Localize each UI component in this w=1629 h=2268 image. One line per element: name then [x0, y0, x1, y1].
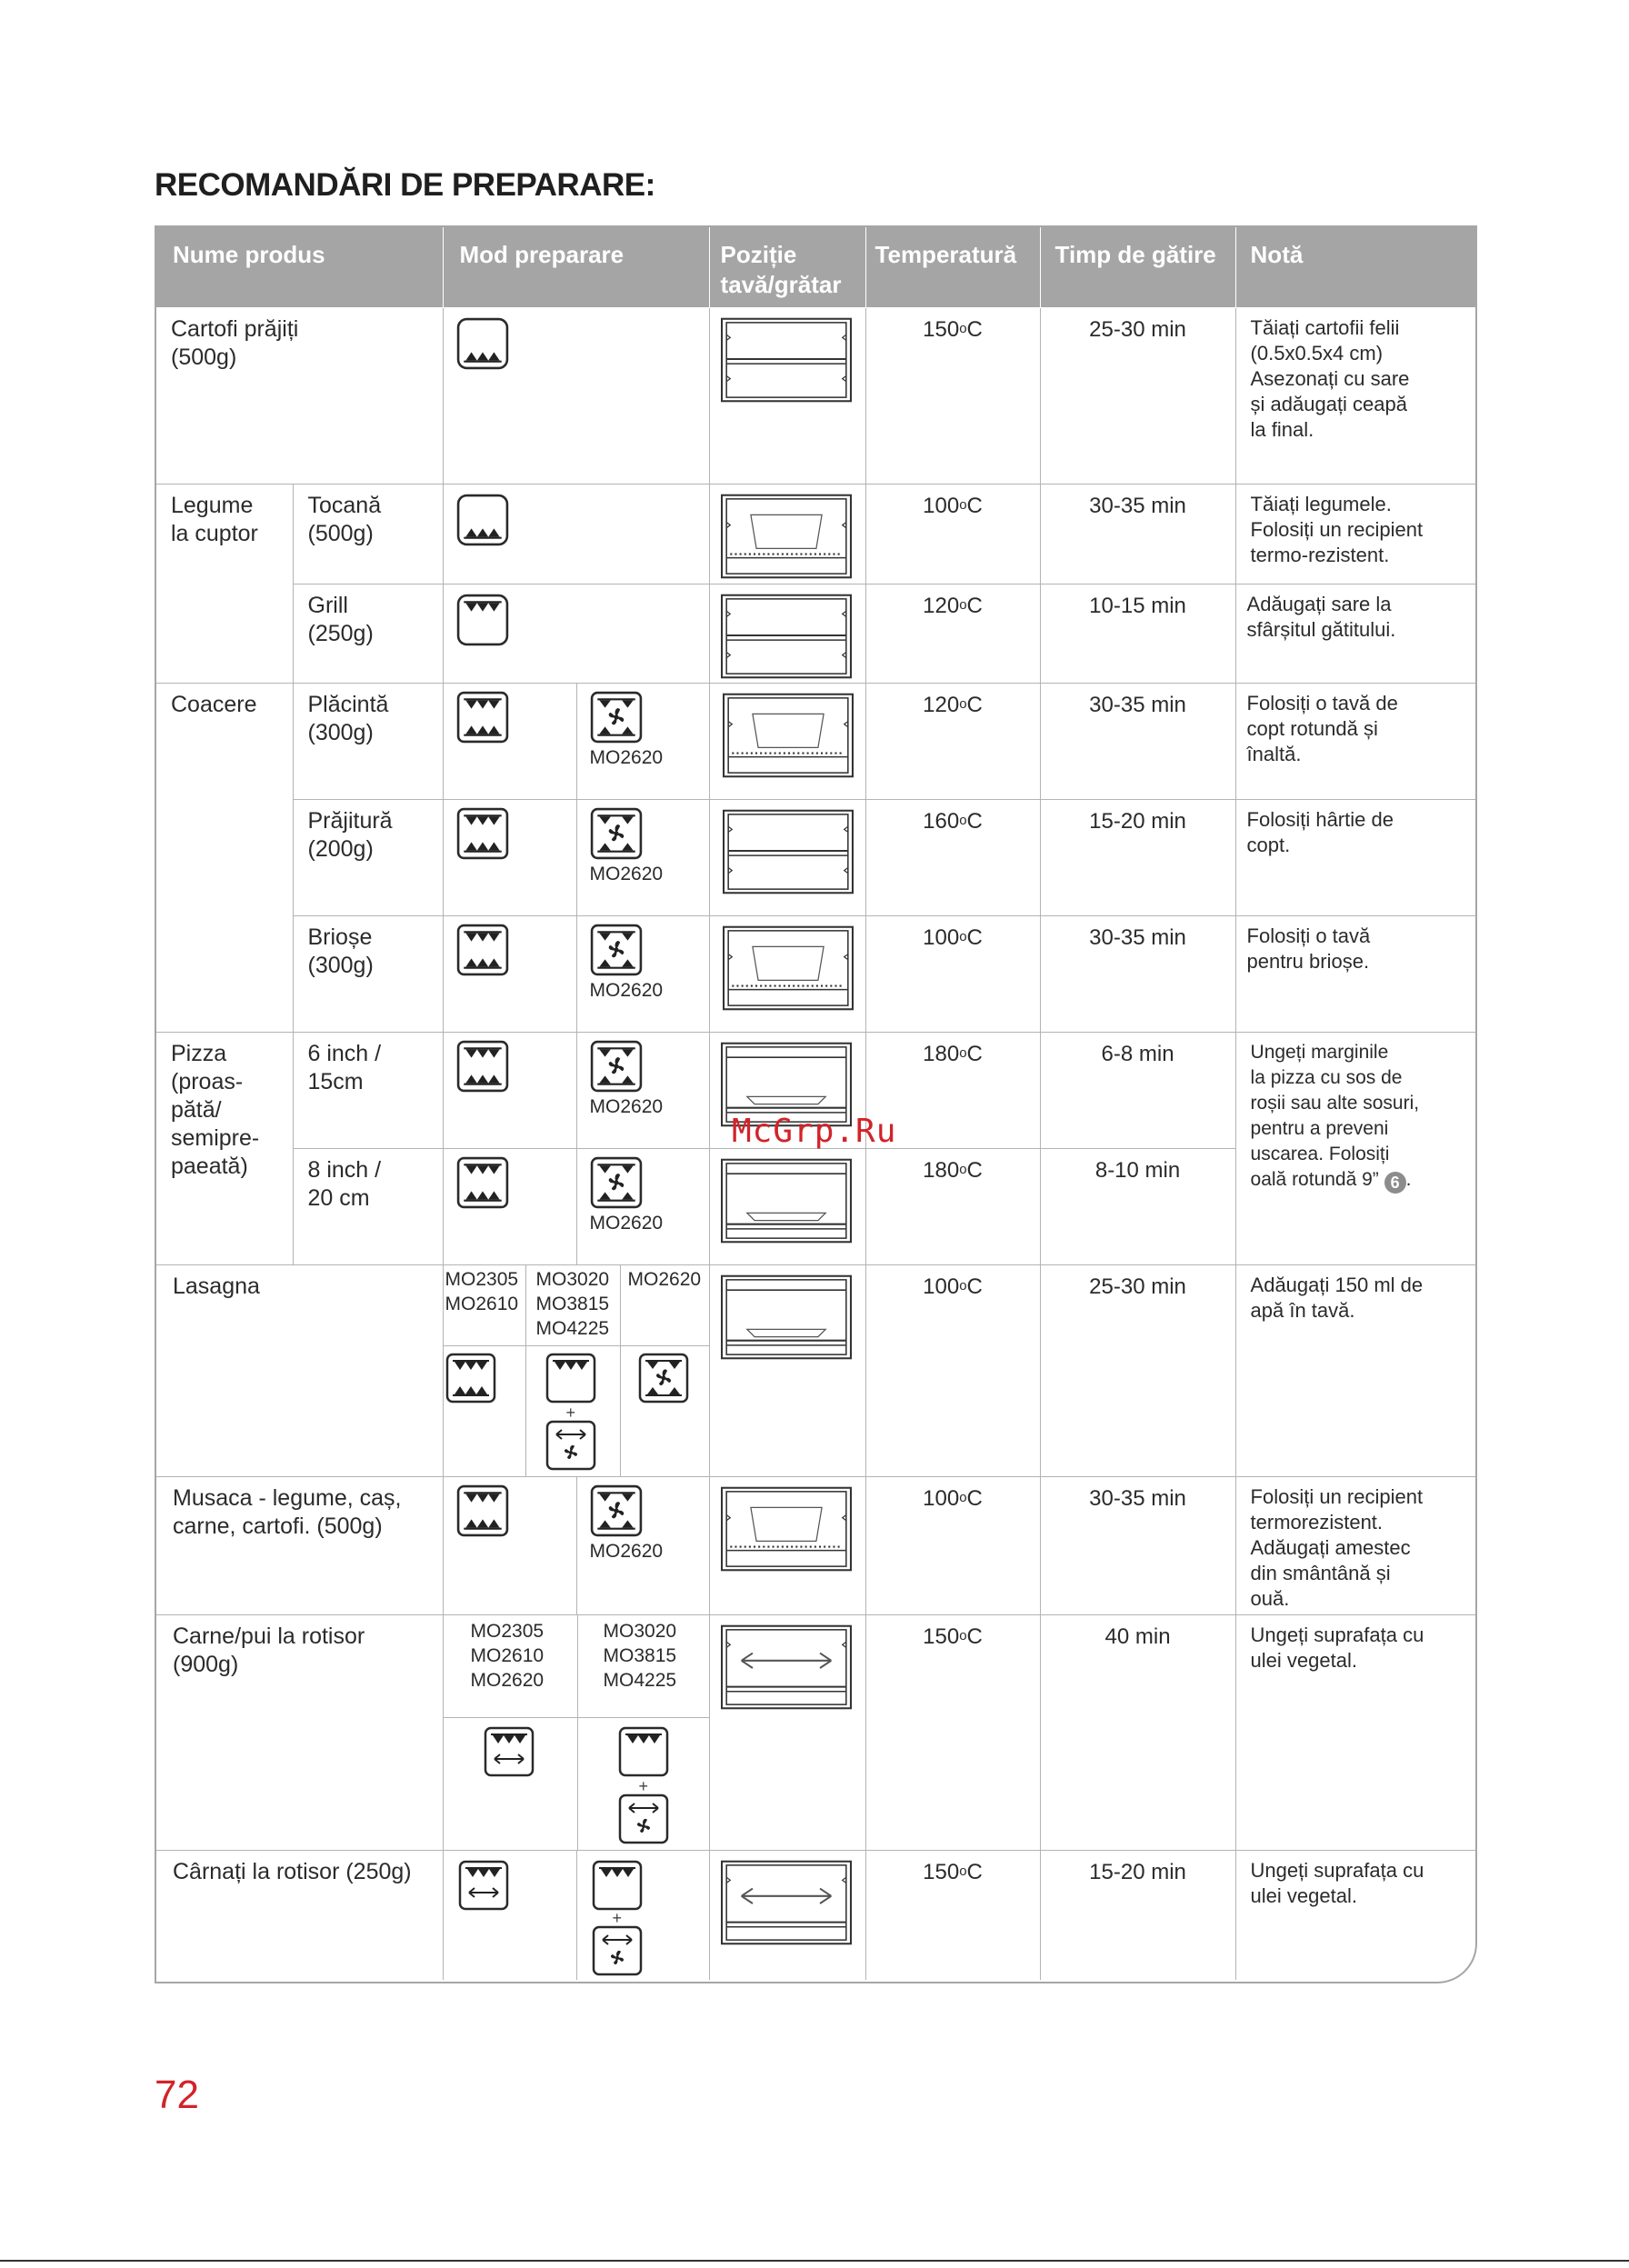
temp-value: 120 [923, 593, 960, 618]
cooking-mode [443, 484, 709, 584]
cooking-time: 30-35 min [1040, 683, 1235, 799]
product-name [293, 683, 443, 799]
note-line: Folosiți un recipient [1250, 1484, 1424, 1508]
table-row [156, 1614, 1475, 1850]
model-label: MO2305 [445, 1268, 519, 1290]
note-line: Ungeți suprafața cu [1250, 1858, 1424, 1882]
note [1235, 1614, 1475, 1850]
model-label: MO2620 [589, 746, 664, 768]
cooking-time: 8-10 min [1040, 1148, 1235, 1264]
tray-position [709, 307, 865, 484]
group-line: Pizza [171, 1040, 227, 1066]
cooking-mode [443, 683, 576, 799]
group-line: la cuptor [171, 520, 258, 546]
temp-value: 180 [923, 1041, 960, 1066]
model-group [628, 1267, 702, 1292]
temp-value: 100 [923, 924, 960, 950]
product-name-line: Carne/pui la rotisor [173, 1623, 365, 1649]
note-line: Asezonați cu sare [1250, 366, 1410, 390]
oven-tray-low-icon [723, 693, 854, 778]
note-line: Tăiați cartofii felii [1250, 315, 1400, 339]
watermark: McGrp.Ru [732, 1113, 897, 1150]
note-line: ouă. [1250, 1586, 1290, 1610]
tray-position [709, 484, 865, 584]
header-temperature: Temperatură [865, 227, 1040, 307]
oven-tray-low-icon [723, 925, 854, 1011]
product-name-line: Tocană [307, 492, 382, 518]
tray-position [709, 1264, 865, 1476]
note-line: din smântână și [1250, 1561, 1391, 1584]
oven-rotisserie-icon [721, 1860, 852, 1945]
note-line: copt rotundă și [1246, 716, 1378, 740]
table-row [156, 307, 1475, 484]
header-row [156, 227, 1475, 307]
note-line: apă în tavă. [1250, 1298, 1355, 1322]
note-line: Tăiați legumele. [1250, 492, 1392, 515]
header-position-l1: Poziție [720, 241, 797, 268]
header-note: Notă [1235, 227, 1475, 307]
top-heat-icon [592, 1860, 643, 1911]
fan-top-bottom-icon [590, 1156, 643, 1209]
cooking-time: 30-35 min [1040, 915, 1235, 1032]
product-name-line: (300g) [307, 719, 374, 745]
table-row [156, 799, 1475, 915]
fan-top-bottom-icon [590, 1040, 643, 1093]
note-text: . [1405, 1168, 1412, 1190]
unit: C [966, 1041, 983, 1066]
product-name [293, 799, 443, 915]
note [1235, 584, 1475, 683]
note [1235, 484, 1475, 584]
page-title: RECOMANDĂRI DE PREPARARE: [155, 167, 655, 203]
deg-sign: o [959, 812, 967, 828]
deg-sign: o [959, 496, 967, 513]
product-name [293, 484, 443, 584]
temp-value: 100 [923, 1274, 960, 1299]
note [1235, 307, 1475, 484]
note-line: pentru a preveni [1250, 1117, 1389, 1139]
model-label: MO2610 [470, 1644, 545, 1666]
bottom-heat-icon [456, 494, 509, 546]
temperature [865, 1476, 1040, 1614]
unit: C [966, 1859, 983, 1884]
note-line: Adăugați sare la [1246, 592, 1392, 615]
top-bottom-heat-icon [456, 924, 509, 976]
deg-sign: o [959, 320, 967, 336]
model-label: MO4225 [603, 1669, 677, 1691]
note-line: ulei vegetal. [1250, 1648, 1357, 1672]
cooking-mode [443, 1148, 576, 1264]
product-name-line: Lasagna [173, 1273, 260, 1299]
note-line: (0.5x0.5x4 cm) [1250, 341, 1384, 365]
temperature [865, 1148, 1040, 1264]
unit: C [966, 1157, 983, 1183]
fan-rotisserie-icon [592, 1925, 643, 1976]
product-name-line: (250g) [307, 620, 374, 646]
note-line: Folosiți o tavă de [1246, 691, 1398, 714]
model-label: MO2305 [470, 1620, 545, 1642]
product-name-line: (900g) [173, 1651, 239, 1677]
cooking-time: 15-20 min [1040, 1850, 1235, 1980]
tray-position [709, 1148, 865, 1264]
model-label: MO2620 [627, 1268, 702, 1290]
note [1235, 1264, 1475, 1476]
bottom-rule [0, 2260, 1629, 2262]
model-label: MO2620 [589, 863, 664, 884]
deg-sign: o [959, 1161, 967, 1177]
cooking-mode-model [576, 915, 709, 1032]
temp-value: 100 [923, 493, 960, 518]
top-bottom-heat-icon [456, 1156, 509, 1209]
product-name-line: Musaca - legume, caș, [173, 1484, 402, 1511]
deg-sign: o [959, 695, 967, 712]
note [1235, 683, 1475, 799]
deg-sign: o [959, 1863, 967, 1879]
product-name-line: Prăjitură [307, 807, 393, 834]
note-line: sfârșitul gătitului. [1246, 617, 1396, 641]
product-name-line: carne, cartofi. (500g) [173, 1513, 383, 1539]
oven-rack-middle-icon [721, 317, 852, 403]
cooking-mode-model [576, 1032, 709, 1148]
cooking-mode [443, 307, 709, 484]
cooking-time: 6-8 min [1040, 1032, 1235, 1148]
cooking-mode [443, 915, 576, 1032]
table-row [156, 683, 1475, 799]
plus-sign: + [612, 1908, 623, 1927]
tray-position [709, 683, 865, 799]
model-label: MO3020 [603, 1620, 677, 1642]
deg-sign: o [959, 1489, 967, 1505]
rotisserie-icon [484, 1726, 535, 1777]
deg-sign: o [959, 1044, 967, 1061]
top-bottom-heat-icon [456, 807, 509, 860]
header-position [709, 227, 865, 307]
product-name-line: Plăcintă [307, 691, 389, 717]
table-row [156, 1264, 1475, 1476]
cooking-mode [576, 1850, 709, 1980]
header-mode: Mod preparare [443, 227, 709, 307]
note-line: copt. [1246, 833, 1291, 856]
note [1235, 1850, 1475, 1980]
note-line: termorezistent. [1250, 1510, 1384, 1534]
product-name [293, 1148, 443, 1264]
model-label: MO2620 [589, 1212, 664, 1234]
temp-value: 180 [923, 1157, 960, 1183]
note-line: la pizza cu sos de [1250, 1066, 1403, 1088]
top-bottom-heat-icon [456, 1484, 509, 1537]
temperature [865, 584, 1040, 683]
model-label: MO2620 [589, 1540, 664, 1562]
fan-top-bottom-icon [638, 1353, 689, 1404]
tray-position [709, 1614, 865, 1850]
product-name-line: 8 inch / [307, 1156, 382, 1183]
product-name [293, 1032, 443, 1148]
cooking-mode [443, 1264, 709, 1476]
note [1235, 1476, 1475, 1614]
product-name-line: (500g) [307, 520, 374, 546]
top-bottom-heat-icon [445, 1353, 496, 1404]
product-group [156, 1032, 293, 1264]
product-name-line: (200g) [307, 835, 374, 862]
unit: C [966, 593, 983, 618]
oven-rack-middle-icon [721, 594, 852, 679]
temperature [865, 1614, 1040, 1850]
deg-sign: o [959, 596, 967, 613]
unit: C [966, 808, 983, 834]
plus-sign: + [565, 1403, 576, 1422]
product-name-line: Cârnați la rotisor (250g) [173, 1858, 412, 1884]
product-name-line: 15cm [307, 1068, 364, 1094]
model-label: MO4225 [535, 1317, 610, 1339]
temp-value: 120 [923, 692, 960, 717]
fan-top-bottom-icon [590, 691, 643, 744]
unit: C [966, 316, 983, 342]
header-name: Nume produs [156, 227, 443, 307]
table-row [156, 1476, 1475, 1614]
model-group [471, 1619, 545, 1693]
table-row [156, 584, 1475, 683]
fan-rotisserie-icon [618, 1793, 669, 1844]
header-position-l2: tavă/grătar [720, 271, 842, 298]
note-line: Folosiți un recipient [1250, 517, 1424, 541]
temp-value: 150 [923, 316, 960, 342]
top-heat-icon [545, 1353, 596, 1404]
product-name [293, 915, 443, 1032]
tray-position [709, 1476, 865, 1614]
cooking-mode-model [576, 799, 709, 915]
top-heat-icon [618, 1726, 669, 1777]
group-line: (proas- [171, 1068, 244, 1094]
oven-tray-low-icon [721, 494, 852, 579]
product-group [156, 484, 293, 683]
oven-pizza-low-icon [721, 1158, 852, 1244]
group-line: Legume [171, 492, 254, 518]
cooking-mode-model [576, 1148, 709, 1264]
temp-value: 150 [923, 1624, 960, 1649]
temperature [865, 1850, 1040, 1980]
note-line: Ungeți suprafața cu [1250, 1623, 1424, 1646]
tray-position [709, 799, 865, 915]
temperature [865, 484, 1040, 584]
temp-value: 100 [923, 1485, 960, 1511]
cooking-time: 15-20 min [1040, 799, 1235, 915]
note-line: Adăugați amestec [1250, 1535, 1411, 1559]
temperature [865, 307, 1040, 484]
model-label: MO3815 [603, 1644, 677, 1666]
temperature [865, 799, 1040, 915]
product-name-line: (300g) [307, 952, 374, 978]
top-bottom-heat-icon [456, 691, 509, 744]
model-label: MO2610 [445, 1293, 519, 1314]
fan-rotisserie-icon [545, 1420, 596, 1471]
product-name-line: Grill [307, 592, 348, 618]
model-label: MO2620 [589, 979, 664, 1001]
temp-value: 150 [923, 1859, 960, 1884]
tray-position [709, 1850, 865, 1980]
product-name [156, 1264, 443, 1476]
header-time: Timp de gătire [1040, 227, 1235, 307]
cooking-mode [443, 1476, 576, 1614]
oven-rack-middle-icon [723, 809, 854, 894]
bottom-heat-icon [456, 317, 509, 370]
recipes-table [156, 227, 1475, 1980]
note-line: înaltă. [1246, 742, 1302, 765]
group-line: pătă/ [171, 1096, 222, 1123]
temperature [865, 915, 1040, 1032]
note-line: roșii sau alte sosuri, [1250, 1092, 1420, 1114]
note-line: Folosiți o tavă [1246, 924, 1371, 947]
deg-sign: o [959, 928, 967, 944]
plus-sign: + [638, 1776, 649, 1795]
tray-position [709, 915, 865, 1032]
cooking-time: 25-30 min [1040, 1264, 1235, 1476]
cooking-mode-model [576, 1476, 709, 1614]
oven-rotisserie-icon [721, 1624, 852, 1710]
table-row [156, 915, 1475, 1032]
note [1235, 799, 1475, 915]
note [1235, 1032, 1475, 1264]
model-group [445, 1267, 519, 1316]
note-line: termo-rezistent. [1250, 543, 1390, 566]
note-line: uscarea. Folosiți [1250, 1143, 1390, 1164]
note [1235, 915, 1475, 1032]
note-text: oală rotundă 9” [1250, 1168, 1379, 1190]
model-label: MO2620 [470, 1669, 545, 1691]
unit: C [966, 692, 983, 717]
product-name-line: 6 inch / [307, 1040, 382, 1066]
group-line: semipre- [171, 1124, 260, 1151]
note-line: Adăugați 150 ml de [1250, 1273, 1424, 1296]
model-label: MO3815 [535, 1293, 610, 1314]
cooking-mode [443, 1614, 709, 1850]
top-bottom-heat-icon [456, 1040, 509, 1093]
cooking-time: 40 min [1040, 1614, 1235, 1850]
note-line: Folosiți hârtie de [1246, 807, 1394, 831]
temperature [865, 1264, 1040, 1476]
fan-top-bottom-icon [590, 807, 643, 860]
oven-tray-low-icon [721, 1486, 852, 1572]
unit: C [966, 1485, 983, 1511]
page-number: 72 [155, 2073, 199, 2117]
note-line: ulei vegetal. [1250, 1883, 1357, 1907]
cooking-mode [443, 584, 709, 683]
cooking-mode [443, 799, 576, 915]
product-name [293, 584, 443, 683]
product-name [156, 1614, 443, 1850]
cooking-mode [443, 1032, 576, 1148]
note-line: la final. [1250, 417, 1314, 441]
temperature [865, 683, 1040, 799]
rotisserie-icon [458, 1860, 509, 1911]
note-line: pentru brioșe. [1246, 949, 1370, 973]
product-name [156, 1850, 443, 1980]
product-group [156, 683, 293, 1032]
unit: C [966, 493, 983, 518]
product-name-line: Cartofi prăjiți [171, 315, 299, 342]
deg-sign: o [959, 1627, 967, 1644]
group-line: paeată) [171, 1153, 248, 1179]
top-heat-icon [456, 594, 509, 646]
cooking-time: 10-15 min [1040, 584, 1235, 683]
unit: C [966, 1274, 983, 1299]
product-name [156, 307, 443, 484]
product-name-line: Brioșe [307, 924, 373, 950]
cooking-time: 25-30 min [1040, 307, 1235, 484]
cooking-mode-model [576, 683, 709, 799]
group-line: Coacere [171, 691, 257, 717]
cooking-time: 30-35 min [1040, 484, 1235, 584]
note-line: Ungeți marginile [1250, 1041, 1389, 1063]
fan-top-bottom-icon [590, 924, 643, 976]
model-group [604, 1619, 677, 1693]
cooking-mode [443, 1850, 576, 1980]
recipes-table-container [155, 225, 1477, 1983]
unit: C [966, 1624, 983, 1649]
model-group [536, 1267, 610, 1341]
product-name [156, 1476, 443, 1614]
tray-position [709, 584, 865, 683]
product-name-line: 20 cm [307, 1184, 370, 1211]
temp-value: 160 [923, 808, 960, 834]
unit: C [966, 924, 983, 950]
note-line: și adăugați ceapă [1250, 392, 1407, 415]
oven-pizza-low-icon [721, 1274, 852, 1360]
model-label: MO2620 [589, 1095, 664, 1117]
table-row [156, 1850, 1475, 1980]
table-row [156, 484, 1475, 584]
deg-sign: o [959, 1277, 967, 1294]
note-line [1251, 1167, 1467, 1194]
product-name-line: (500g) [171, 344, 237, 370]
model-label: MO3020 [535, 1268, 610, 1290]
cooking-time: 30-35 min [1040, 1476, 1235, 1614]
fan-top-bottom-icon [590, 1484, 643, 1537]
figure-number-badge: 6 [1384, 1172, 1406, 1194]
